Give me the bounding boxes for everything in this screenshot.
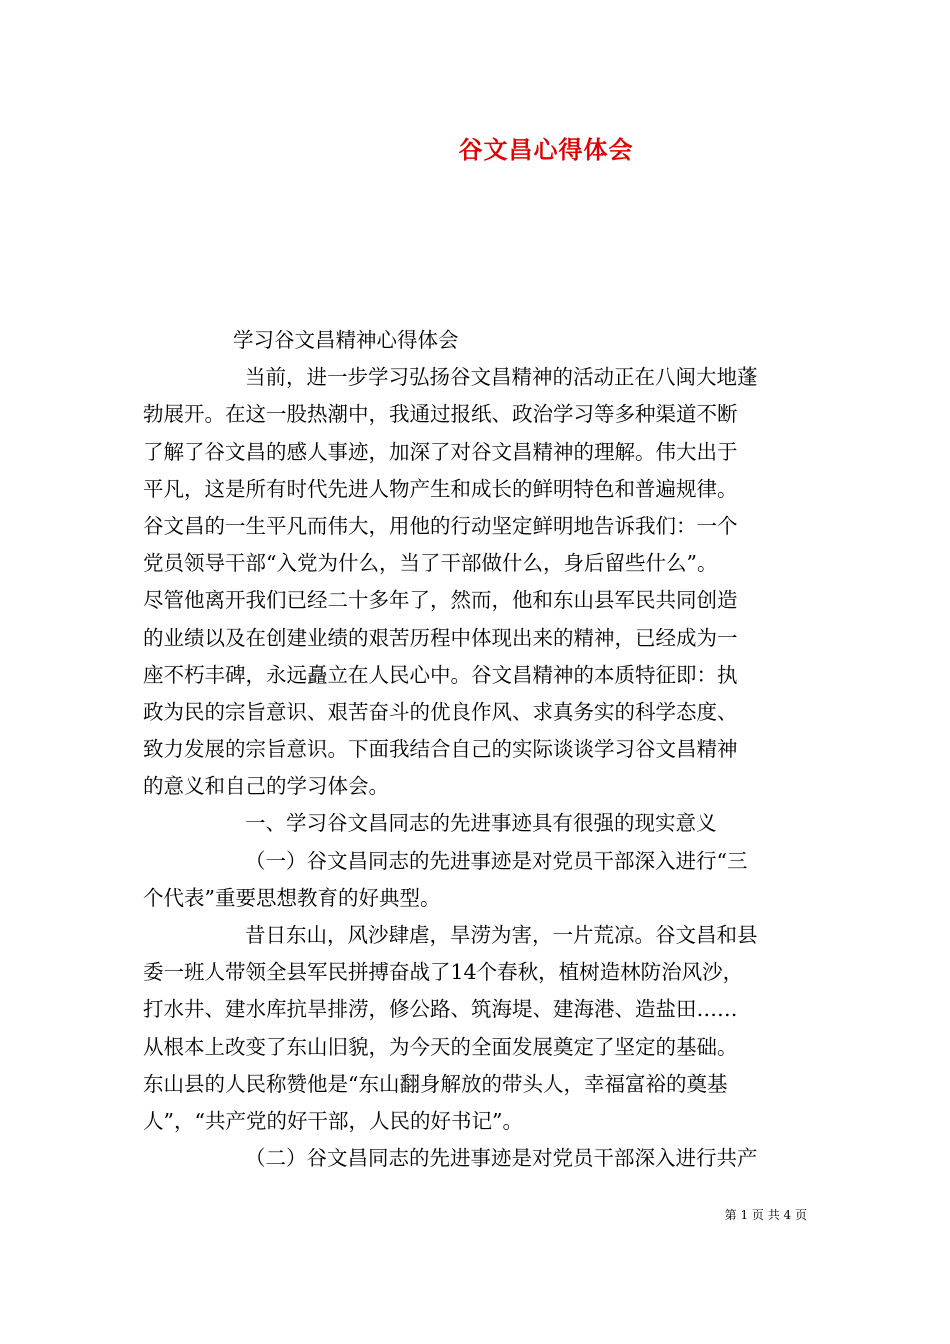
text-line: 当前，进一步学习弘扬谷文昌精神的活动正在八闽大地蓬 bbox=[245, 365, 758, 390]
text-line: 的业绩以及在创建业绩的艰苦历程中体现出来的精神，已经成为一 bbox=[143, 625, 738, 650]
text-line: 党员领导干部“入党为什么，当了干部做什么，身后留些什么”。 bbox=[143, 551, 718, 576]
text-line: 打水井、建水库抗旱排涝，修公路、筑海堤、建海港、造盐田…… bbox=[143, 997, 738, 1022]
text-line: （二）谷文昌同志的先进事迹是对党员干部深入进行共产 bbox=[245, 1146, 758, 1171]
text-line: 学习谷文昌精神心得体会 bbox=[233, 328, 459, 352]
text-line: 勃展开。在这一股热潮中，我通过报纸、政治学习等多种渠道不断 bbox=[143, 402, 738, 427]
page-number-footer: 第 1 页 共 4 页 bbox=[724, 1208, 807, 1222]
text-line: 昔日东山，风沙肆虐，旱涝为害，一片荒凉。谷文昌和县 bbox=[245, 923, 758, 947]
document-title: 谷文昌心得体会 bbox=[458, 135, 634, 164]
text-line: 政为民的宗旨意识、艰苦奋斗的优良作风、求真务实的科学态度、 bbox=[143, 699, 738, 724]
text-line: 了解了谷文昌的感人事迹，加深了对谷文昌精神的理解。伟大出于 bbox=[143, 439, 738, 464]
text-line: 一、学习谷文昌同志的先进事迹具有很强的现实意义 bbox=[245, 811, 717, 836]
text-line: 委一班人带领全县军民拼搏奋战了14个春秋，植树造林防治风沙， bbox=[143, 960, 744, 985]
document-body bbox=[143, 322, 807, 1177]
text-line: 尽管他离开我们已经二十多年了，然而，他和东山县军民共同创造 bbox=[143, 588, 738, 613]
text-line: 的意义和自己的学习体会。 bbox=[143, 774, 389, 799]
text-line: 东山县的人民称赞他是“东山翻身解放的带头人，幸福富裕的奠基 bbox=[143, 1071, 728, 1096]
text-line: （一）谷文昌同志的先进事迹是对党员干部深入进行“三 bbox=[245, 848, 748, 873]
text-line: 谷文昌的一生平凡而伟大，用他的行动坚定鲜明地告诉我们：一个 bbox=[143, 513, 738, 538]
text-line: 座不朽丰碑，永远矗立在人民心中。谷文昌精神的本质特征即：执 bbox=[143, 662, 738, 687]
text-line: 致力发展的宗旨意识。下面我结合自己的实际谈谈学习谷文昌精神 bbox=[143, 737, 738, 762]
text-line: 人”，“共产党的好干部，人民的好书记”。 bbox=[143, 1108, 523, 1133]
text-line: 从根本上改变了东山旧貌，为今天的全面发展奠定了坚定的基础。 bbox=[143, 1034, 738, 1059]
text-line: 平凡，这是所有时代先进人物产生和成长的鲜明特色和普遍规律。 bbox=[143, 476, 738, 501]
text-line: 个代表”重要思想教育的好典型。 bbox=[143, 885, 441, 910]
